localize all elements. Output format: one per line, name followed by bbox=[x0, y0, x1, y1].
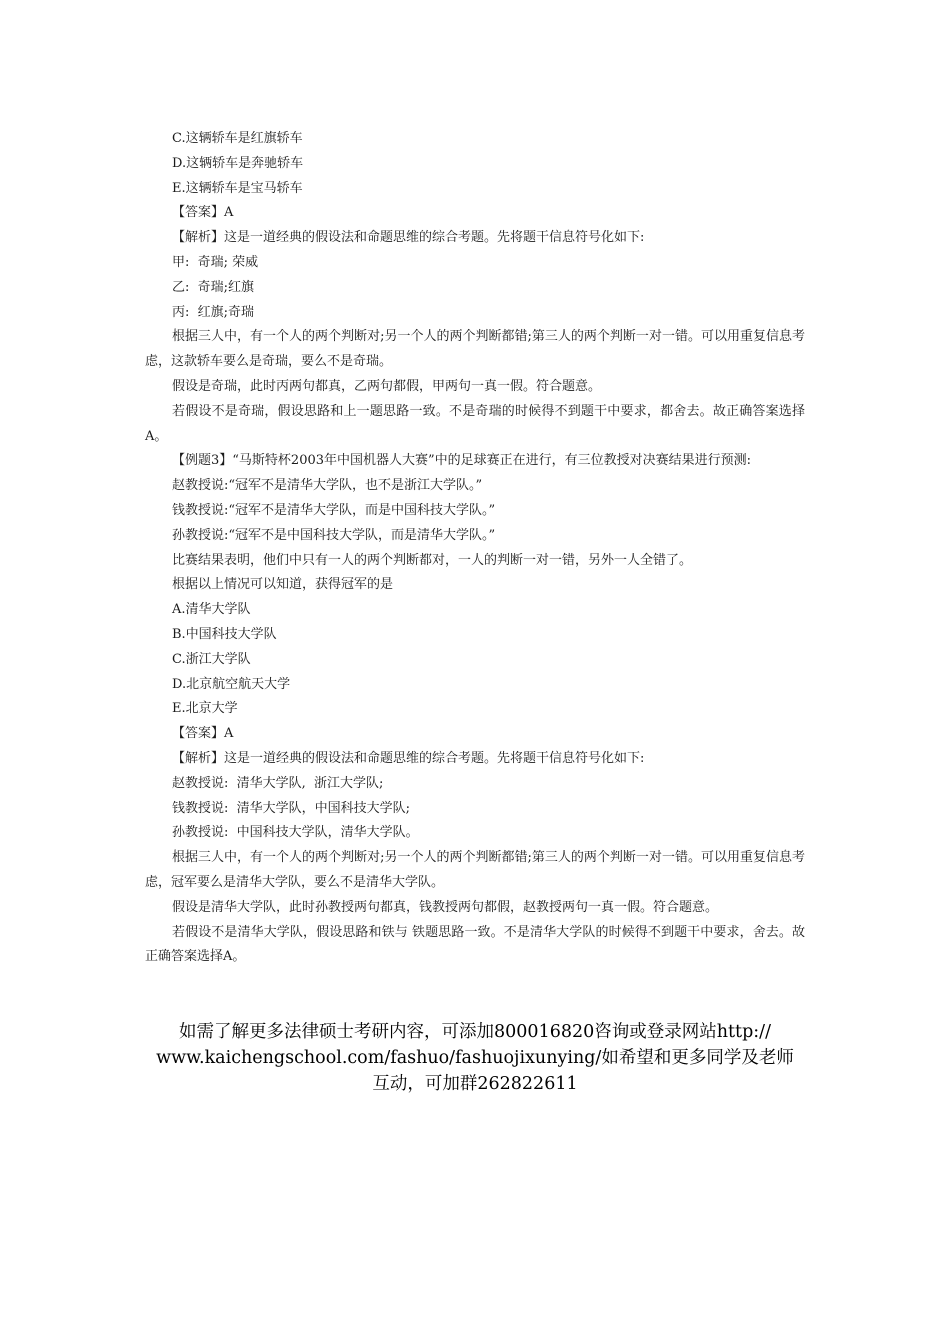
analysis-line: 乙: 奇瑞;红旗 bbox=[172, 279, 255, 295]
analysis-paragraph: 根据三人中，有一个人的两个判断对;另一个人的两个判断都错;第三人的两个判断一对一错。可以用重复信息考虑，冠军要么是清华大学队，要么不是清华大学队。 bbox=[145, 850, 805, 890]
analysis-paragraph: 假设是奇瑞，此时丙两句都真，乙两句都假，甲两句一真一假。符合题意。 bbox=[172, 378, 602, 394]
analysis-line: 赵教授说: 清华大学队, 浙江大学队; bbox=[172, 775, 384, 791]
option-a: A.清华大学队 bbox=[172, 602, 251, 618]
statement-line: 钱教授说:“冠军不是清华大学队，而是中国科技大学队。” bbox=[172, 502, 496, 518]
analysis-intro: 【解析】这是一道经典的假设法和命题思维的综合考题。先将题干信息符号化如下: bbox=[172, 750, 645, 766]
option-e: E.北京大学 bbox=[172, 701, 238, 717]
option-c: C.这辆轿车是红旗轿车 bbox=[172, 131, 303, 146]
statement-line: 赵教授说:“冠军不是清华大学队，也不是浙江大学队。” bbox=[172, 478, 483, 494]
analysis-paragraph: 根据三人中，有一个人的两个判断对;另一个人的两个判断都错;第三人的两个判断一对一错。可以用重复信息考虑，这款轿车要么是奇瑞，要么不是奇瑞。 bbox=[145, 329, 805, 370]
document-body bbox=[145, 127, 805, 970]
footer-line: 互动，可加群262822611 bbox=[372, 1074, 578, 1094]
answer-label: 【答案】A bbox=[172, 205, 234, 221]
option-d: D.这辆轿车是奔驰轿车 bbox=[172, 155, 304, 171]
statement-line: 孙教授说:“冠军不是中国科技大学队，而是清华大学队。” bbox=[172, 527, 496, 543]
footer-contact bbox=[145, 1019, 805, 1097]
answer-label: 【答案】A bbox=[172, 726, 234, 742]
analysis-paragraph: 假设是清华大学队，此时孙教授两句都真，钱教授两句都假，赵教授两句一真一假。符合题意。 bbox=[172, 899, 719, 915]
example-question: 【例题3】“马斯特杯2003年中国机器人大赛”中的足球赛正在进行，有三位教授对决赛结果进行预测: bbox=[172, 453, 752, 469]
analysis-paragraph: 若假设不是清华大学队，假设思路和铁与 铁题思路一致。不是清华大学队的时候得不到题干中要求，舍去。故正确答案选择A。 bbox=[145, 924, 805, 965]
analysis-paragraph: 若假设不是奇瑞，假设思路和上一题思路一致。不是奇瑞的时候得不到题干中要求，都舍去。故正确答案选择A。 bbox=[145, 403, 805, 444]
analysis-line: 甲: 奇瑞; 荣威 bbox=[172, 254, 259, 270]
option-b: B.中国科技大学队 bbox=[172, 626, 277, 642]
question-prompt: 根据以上情况可以知道，获得冠军的是 bbox=[172, 577, 394, 593]
option-d: D.北京航空航天大学 bbox=[172, 676, 291, 692]
analysis-line: 钱教授说: 清华大学队，中国科技大学队; bbox=[172, 800, 411, 816]
analysis-intro: 【解析】这是一道经典的假设法和命题思维的综合考题。先将题干信息符号化如下: bbox=[172, 230, 645, 246]
footer-line: www.kaichengschool.com/fashuo/fashuojixunying/如希望和更多同学及老师 bbox=[156, 1048, 794, 1068]
footer-line: 如需了解更多法律硕士考研内容，可添加800016820咨询或登录网站http:// bbox=[179, 1022, 771, 1042]
condition-line: 比赛结果表明，他们中只有一人的两个判断都对，一人的判断一对一错，另外一人全错了。 bbox=[172, 552, 693, 568]
option-c: C.浙江大学队 bbox=[172, 651, 251, 667]
option-e: E.这辆轿车是宝马轿车 bbox=[172, 180, 303, 196]
analysis-line: 丙: 红旗;奇瑞 bbox=[172, 304, 255, 320]
analysis-line: 孙教授说: 中国科技大学队，清华大学队。 bbox=[172, 825, 419, 841]
